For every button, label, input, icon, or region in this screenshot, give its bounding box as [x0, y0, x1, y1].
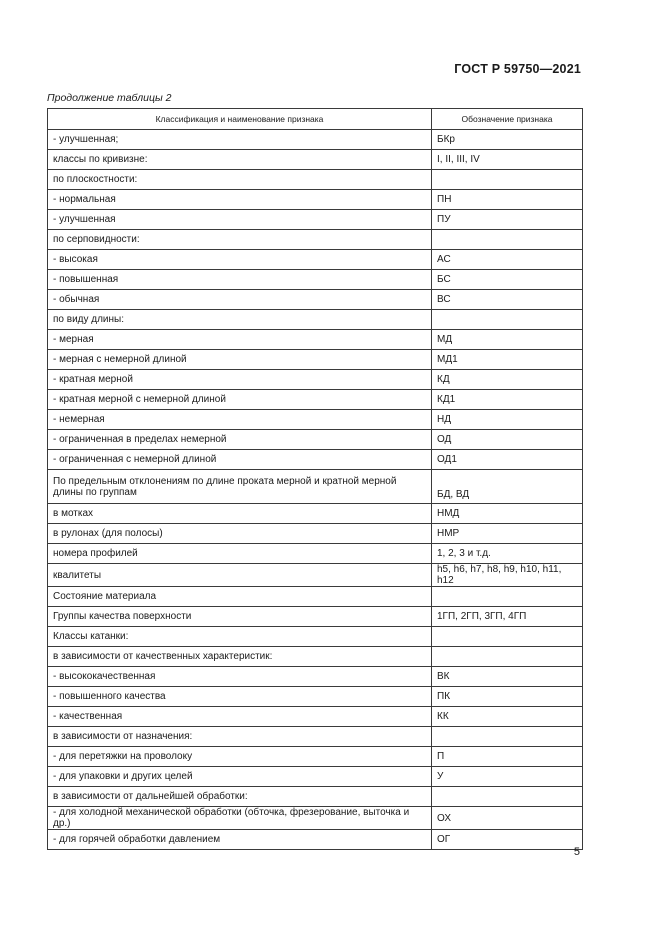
table-row: [48, 410, 583, 430]
table-row: [48, 290, 583, 310]
designation-cell: МД: [432, 330, 583, 350]
designation-cell: ОД: [432, 430, 583, 450]
designation-cell: ОД1: [432, 450, 583, 470]
designation-cell: [432, 787, 583, 807]
classification-cell: - обычная: [48, 290, 432, 310]
table-row: [48, 787, 583, 807]
classification-cell: - качественная: [48, 707, 432, 727]
designation-cell: ОХ: [432, 807, 583, 830]
designation-cell: ВК: [432, 667, 583, 687]
classification-table: [47, 108, 583, 850]
document-code: ГОСТ Р 59750—2021: [454, 62, 581, 76]
designation-cell: h5, h6, h7, h8, h9, h10, h11, h12: [432, 564, 583, 587]
designation-cell: I, II, III, IV: [432, 150, 583, 170]
table-row: [48, 727, 583, 747]
designation-cell: КД1: [432, 390, 583, 410]
designation-cell: БС: [432, 270, 583, 290]
table-row: [48, 504, 583, 524]
table-row: [48, 330, 583, 350]
designation-cell: КД: [432, 370, 583, 390]
table-row: [48, 647, 583, 667]
table-caption: Продолжение таблицы 2: [47, 92, 172, 104]
table-row: [48, 310, 583, 330]
table-row: [48, 370, 583, 390]
classification-cell: - кратная мерной с немерной длиной: [48, 390, 432, 410]
designation-cell: [432, 587, 583, 607]
designation-cell: ПН: [432, 190, 583, 210]
table-row: [48, 707, 583, 727]
classification-cell: в зависимости от назначения:: [48, 727, 432, 747]
table-row: [48, 607, 583, 627]
classification-cell: - нормальная: [48, 190, 432, 210]
designation-cell: [432, 627, 583, 647]
table-row: [48, 350, 583, 370]
designation-cell: [432, 230, 583, 250]
table-row: [48, 390, 583, 410]
classification-cell: - улучшенная: [48, 210, 432, 230]
table-row: [48, 230, 583, 250]
table-row: [48, 564, 583, 587]
classification-cell: по плоскостности:: [48, 170, 432, 190]
designation-cell: [432, 727, 583, 747]
designation-cell: МД1: [432, 350, 583, 370]
classification-cell: - повышенная: [48, 270, 432, 290]
table-row: [48, 807, 583, 830]
designation-cell: АС: [432, 250, 583, 270]
designation-cell: ОГ: [432, 830, 583, 850]
table-row: [48, 430, 583, 450]
classification-cell: - для перетяжки на проволоку: [48, 747, 432, 767]
classification-cell: - мерная: [48, 330, 432, 350]
page-number: 5: [573, 846, 580, 858]
designation-cell: БД, ВД: [432, 470, 583, 504]
classification-cell: Классы катанки:: [48, 627, 432, 647]
classification-cell: - немерная: [48, 410, 432, 430]
designation-cell: У: [432, 767, 583, 787]
table-row: [48, 587, 583, 607]
classification-cell: По предельным отклонениям по длине проката мерной и кратной мерной длины по группам: [48, 470, 432, 504]
classification-cell: в зависимости от дальнейшей обработки:: [48, 787, 432, 807]
classification-cell: в мотках: [48, 504, 432, 524]
column-header-designation: Обозначение признака: [432, 109, 583, 130]
classification-cell: квалитеты: [48, 564, 432, 587]
table-row: [48, 767, 583, 787]
designation-cell: 1ГП, 2ГП, 3ГП, 4ГП: [432, 607, 583, 627]
classification-cell: - кратная мерной: [48, 370, 432, 390]
classification-cell: классы по кривизне:: [48, 150, 432, 170]
classification-cell: по виду длины:: [48, 310, 432, 330]
table-row: [48, 130, 583, 150]
designation-cell: НД: [432, 410, 583, 430]
designation-cell: НМР: [432, 524, 583, 544]
classification-cell: - для холодной механической обработки (обточка, фрезерование, выточка и др.): [48, 807, 432, 830]
classification-cell: - ограниченная с немерной длиной: [48, 450, 432, 470]
classification-cell: Группы качества поверхности: [48, 607, 432, 627]
classification-cell: - повышенного качества: [48, 687, 432, 707]
table-row: [48, 170, 583, 190]
table-row: [48, 270, 583, 290]
designation-cell: [432, 310, 583, 330]
classification-cell: в зависимости от качественных характеристик:: [48, 647, 432, 667]
designation-cell: ВС: [432, 290, 583, 310]
classification-cell: по серповидности:: [48, 230, 432, 250]
designation-cell: БКр: [432, 130, 583, 150]
classification-cell: - для упаковки и других целей: [48, 767, 432, 787]
table-row: [48, 470, 583, 504]
table-row: [48, 747, 583, 767]
designation-cell: [432, 647, 583, 667]
classification-cell: - высококачественная: [48, 667, 432, 687]
designation-cell: ПУ: [432, 210, 583, 230]
classification-cell: - ограниченная в пределах немерной: [48, 430, 432, 450]
table-row: [48, 450, 583, 470]
classification-cell: Состояние материала: [48, 587, 432, 607]
designation-cell: [432, 170, 583, 190]
designation-cell: КК: [432, 707, 583, 727]
table-row: [48, 627, 583, 647]
table-row: [48, 687, 583, 707]
table-row: [48, 190, 583, 210]
classification-cell: - для горячей обработки давлением: [48, 830, 432, 850]
designation-cell: НМД: [432, 504, 583, 524]
classification-cell: - высокая: [48, 250, 432, 270]
classification-cell: - улучшенная;: [48, 130, 432, 150]
classification-cell: в рулонах (для полосы): [48, 524, 432, 544]
column-header-classification: Классификация и наименование признака: [48, 109, 432, 130]
table-header-row: [48, 109, 583, 130]
designation-cell: П: [432, 747, 583, 767]
classification-cell: - мерная с немерной длиной: [48, 350, 432, 370]
table-row: [48, 250, 583, 270]
classification-cell: номера профилей: [48, 544, 432, 564]
table-row: [48, 150, 583, 170]
table-row: [48, 210, 583, 230]
table-body: [48, 130, 583, 850]
table-row: [48, 830, 583, 850]
table-row: [48, 524, 583, 544]
designation-cell: ПК: [432, 687, 583, 707]
table-row: [48, 544, 583, 564]
designation-cell: 1, 2, 3 и т.д.: [432, 544, 583, 564]
table-row: [48, 667, 583, 687]
